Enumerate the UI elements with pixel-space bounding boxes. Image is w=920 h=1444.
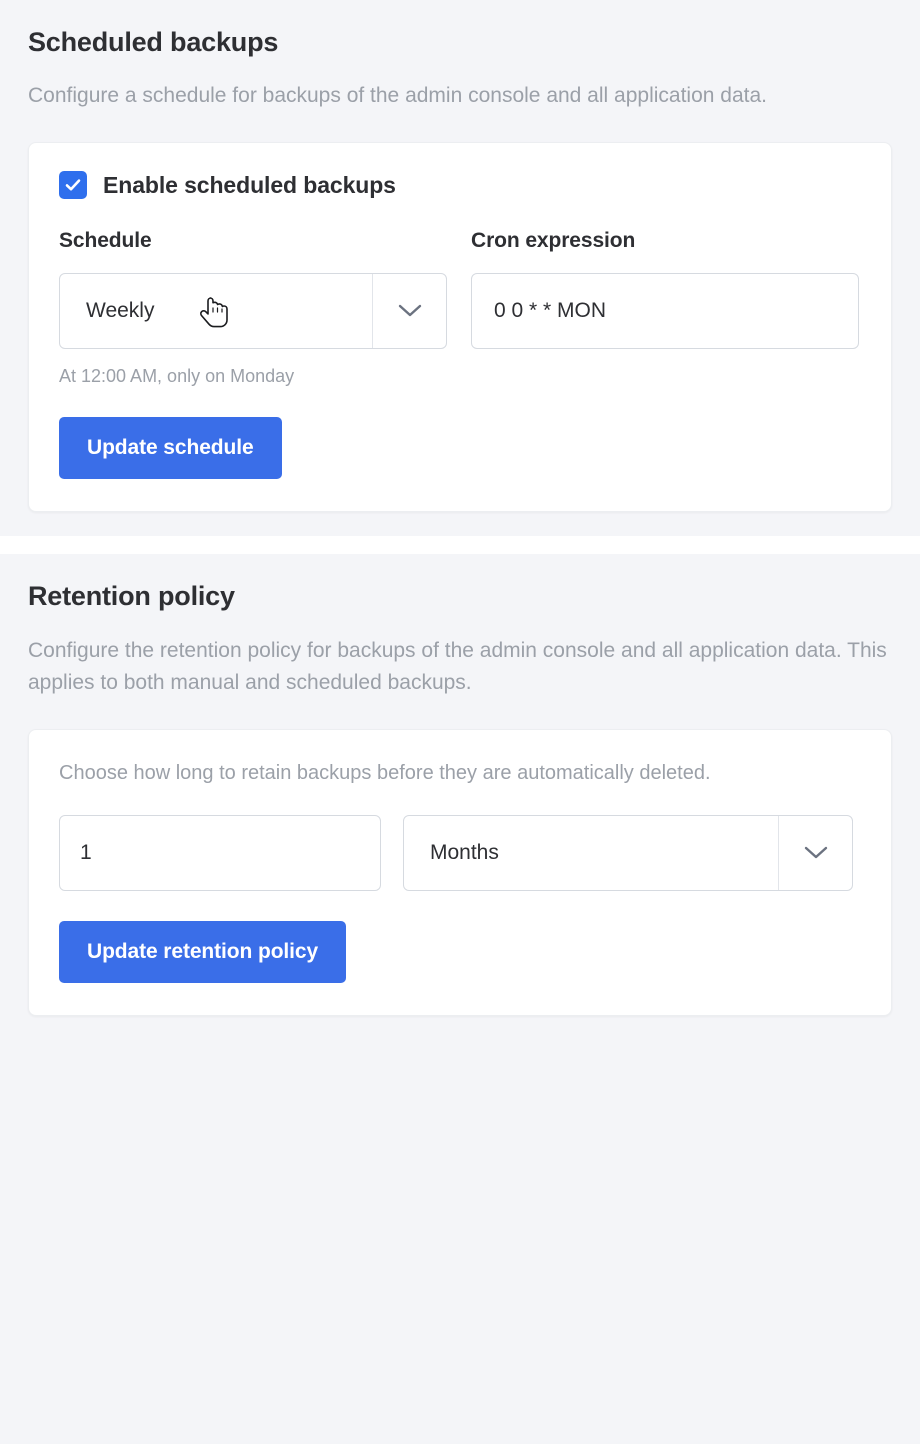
- schedule-select[interactable]: [59, 273, 447, 349]
- scheduled-backups-title: Scheduled backups: [28, 27, 279, 57]
- retention-hint: Choose how long to retain backups before they are automatically deleted.: [59, 761, 711, 784]
- retention-amount-input[interactable]: [59, 815, 381, 891]
- schedule-fields: [59, 229, 861, 387]
- enable-scheduled-backups-checkbox[interactable]: [59, 171, 87, 199]
- chevron-down-icon: [778, 816, 852, 890]
- chevron-down-icon: [372, 274, 446, 348]
- retention-policy-title: Retention policy: [28, 581, 235, 612]
- schedule-select-value: Weekly: [86, 299, 155, 323]
- scheduled-backups-section: [0, 0, 920, 536]
- update-schedule-button[interactable]: Update schedule: [59, 417, 282, 479]
- schedule-label: Schedule: [59, 229, 152, 253]
- retention-unit-value: Months: [430, 840, 499, 864]
- enable-scheduled-backups-row[interactable]: [59, 171, 861, 199]
- retention-policy-description: Configure the retention policy for backups of the admin console and all application data. This applies to both manual and scheduled backups.: [28, 638, 887, 694]
- retention-amount-field: [59, 815, 381, 891]
- cron-label: Cron expression: [471, 229, 636, 253]
- retention-unit-select[interactable]: [403, 815, 853, 891]
- schedule-field: [59, 229, 447, 387]
- retention-fields: [59, 815, 861, 891]
- section-divider: [0, 536, 920, 554]
- scheduled-backups-description: Configure a schedule for backups of the admin console and all application data.: [28, 84, 767, 108]
- enable-scheduled-backups-label: Enable scheduled backups: [103, 171, 396, 198]
- retention-policy-section: [0, 554, 920, 1039]
- cron-input[interactable]: [471, 273, 859, 349]
- cron-field: [471, 229, 859, 349]
- retention-unit-field: [403, 815, 853, 891]
- update-retention-policy-button[interactable]: Update retention policy: [59, 921, 346, 983]
- cron-helper-text: At 12:00 AM, only on Monday: [59, 366, 295, 387]
- retention-policy-card: [28, 729, 892, 1016]
- scheduled-backups-card: [28, 142, 892, 512]
